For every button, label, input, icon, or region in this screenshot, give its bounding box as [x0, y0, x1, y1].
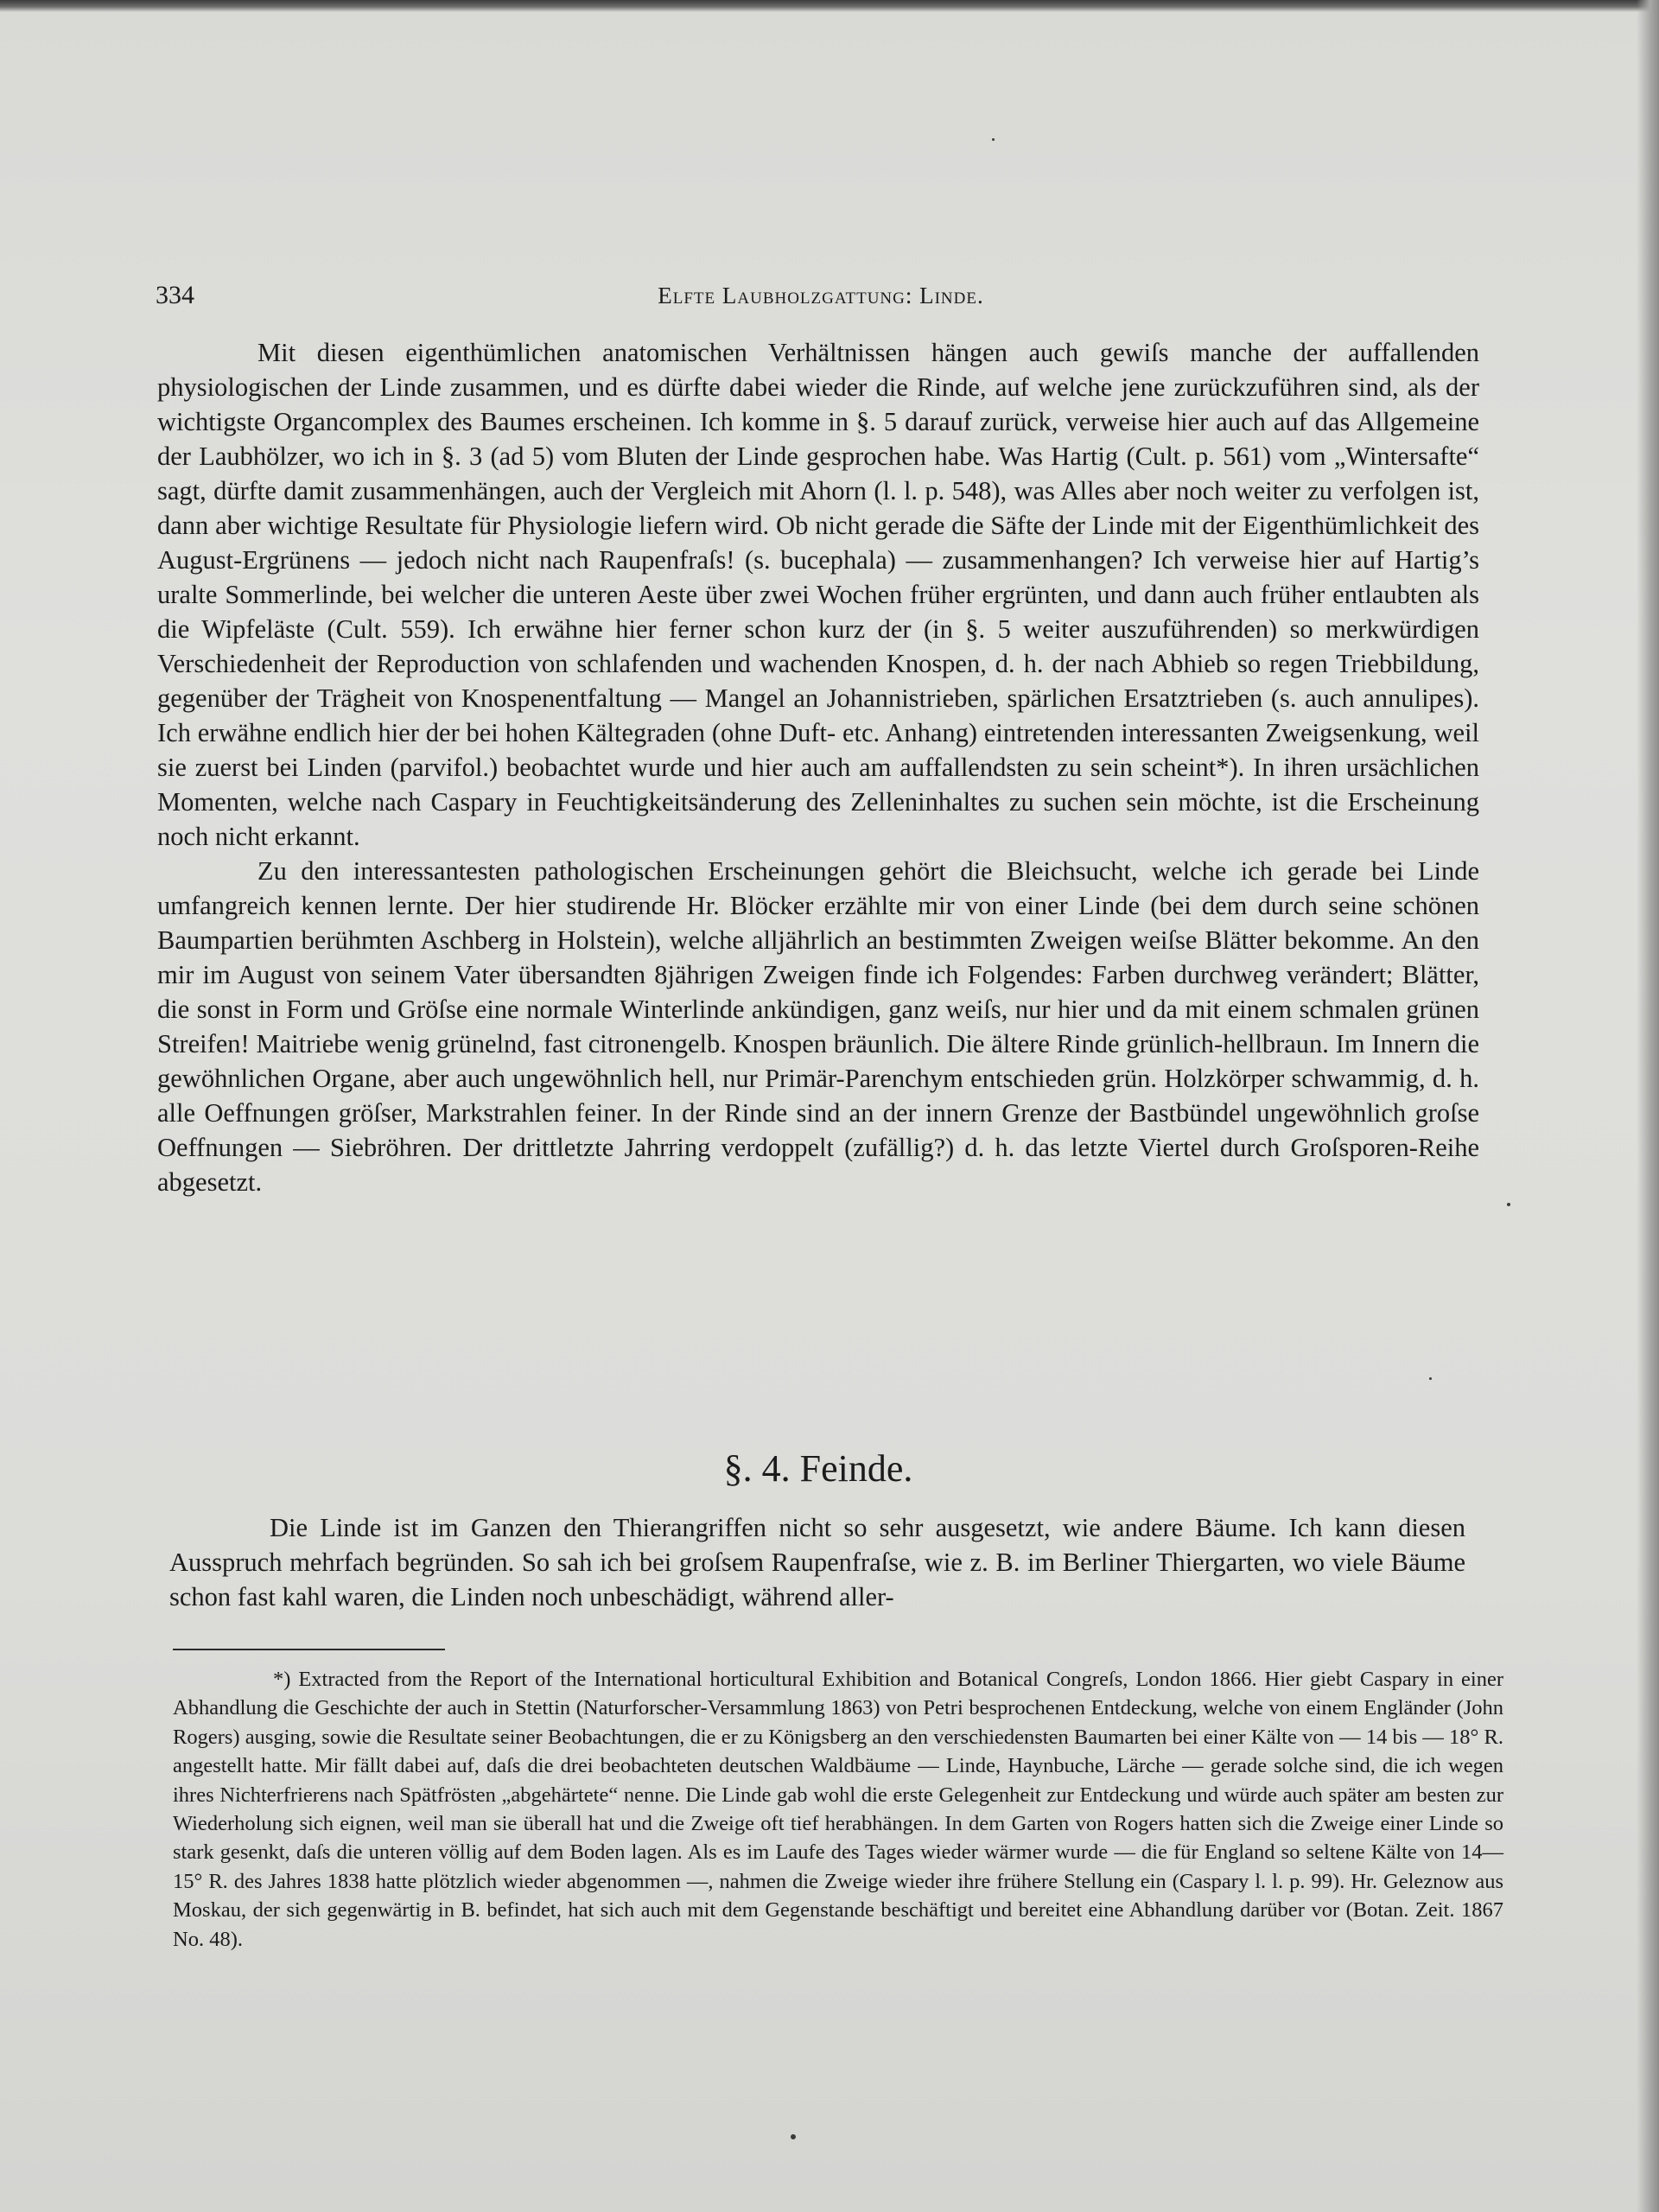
dust-speck: [1507, 1203, 1510, 1206]
page-right-edge: [1637, 0, 1659, 2212]
section-paragraph-1: Die Linde ist im Ganzen den Thierangriffen nicht so sehr ausgesetzt, wie andere Bäume. Ich kann diesen Ausspruch mehrfach begründen. So sah ich bei groſsem Raupenfraſse, wie z. B. im Berliner Thiergarten, wo viele Bäume schon fast kahl waren, die Linden noch unbeschädigt, während aller-: [169, 1513, 1465, 1611]
footnote-rule: [173, 1649, 445, 1650]
running-head: [156, 278, 1486, 313]
body-text: [157, 335, 1479, 1199]
dust-speck: [791, 2134, 796, 2139]
page-number: 334: [156, 281, 194, 309]
footnote: [173, 1665, 1503, 1954]
body-paragraph-1: Mit diesen eigenthümlichen anatomischen Verhältnissen hängen auch gewiſs manche der auffallenden physiologischen der Linde zusammen, und es dürfte dabei wieder die Rinde, auf welche jene zurückzuführen sind, als der wichtigste Organcomplex des Baumes erscheinen. Ich komme in §. 5 darauf zurück, verweise hier auch auf das Allgemeine der Laubhölzer, wo ich in §. 3 (ad 5) vom Bluten der Linde gesprochen habe. Was Hartig (Cult. p. 561) vom „Wintersafte“ sagt, dürfte damit zusammenhängen, auch der Vergleich mit Ahorn (l. l. p. 548), was Alles aber noch weiter zu verfolgen ist, dann aber wichtige Resultate für Physiologie liefern wird. Ob nicht gerade die Säfte der Linde mit der Eigenthümlichkeit des August-Ergrünens — jedoch nicht nach Raupenfraſs! (s. bucephala) — zusammenhangen? Ich verweise hier auf Hartig’s uralte Sommerlinde, bei welcher die unteren Aeste über zwei Wochen früher ergrünten, und dann auch früher entlaubten als die Wipfeläste (Cult. 559). Ich erwähne hier ferner schon kurz der (in §. 5 weiter auszuführenden) so merkwürdigen Verschiedenheit der Reproduction von schlafenden und wachenden Knospen, d. h. der nach Abhieb so regen Triebbildung, gegenüber der Trägheit von Knospenentfaltung — Mangel an Johannistrieben, spärlichen Ersatztrieben (s. auch annulipes). Ich erwähne endlich hier der bei hohen Kältegraden (ohne Duft- etc. Anhang) eintretenden interessanten Zweigsenkung, weil sie zuerst bei Linden (parvifol.) beobachtet wurde und hier auch am auffallendsten zu sein scheint*). In ihren ursächlichen Momenten, welche nach Caspary in Feuchtigkeitsänderung des Zelleninhaltes zu suchen sein möchte, ist die Erscheinung noch nicht erkannt.: [157, 338, 1479, 851]
page-top-edge: [0, 0, 1659, 12]
dust-speck: [992, 138, 995, 141]
dust-speck: [1429, 1377, 1432, 1380]
footnote-text: *) Extracted from the Report of the International horticultural Exhibition and Botanical Congreſs, London 1866. Hier giebt Caspary in einer Abhandlung die Geschichte der auch in Stettin (Naturforscher-Versammlung 1863) von Petri besprochenen Entdeckung, welche von einem Engländer (John Rogers) ausging, sowie die Resultate seiner Beobachtungen, die er zu Königsberg an den verschiedensten Baumarten bei einer Kälte von — 14 bis — 18° R. angestellt hatte. Mir fällt dabei auf, daſs die drei beobachteten deutschen Waldbäume — Linde, Haynbuche, Lärche — gerade solche sind, die ich wegen ihres Nichterfrierens nach Spätfrösten „abgehärtete“ nenne. Die Linde gab wohl die erste Gelegenheit zur Entdeckung und würde auch später am besten zur Wiederholung sich eignen, weil man sie überall hat und die Zweige oft tief herabhängen. In dem Garten von Rogers hatten sich die Zweige einer Linde so stark gesenkt, daſs die unteren völlig auf dem Boden lagen. Als es im Laufe des Tages wieder wärmer wurde — die für England so seltene Kälte von 14—15° R. des Jahres 1838 hatte plötzlich wieder abgenommen —, nahmen die Zweige wieder ihre frühere Stellung ein (Caspary l. l. p. 99). Hr. Geleznow aus Moskau, der sich gegenwärtig in B. befindet, hat sich auch mit dem Gegenstande beschäftigt und bereitet eine Abhandlung darüber vor (Botan. Zeit. 1867 No. 48).: [173, 1668, 1503, 1951]
section-text: [169, 1510, 1465, 1614]
body-paragraph-2: Zu den interessantesten pathologischen Erscheinungen gehört die Bleichsucht, welche ich gerade bei Linde umfangreich kennen lernte. Der hier studirende Hr. Blöcker erzählte mir von einer Linde (bei dem durch seine schönen Baumpartien berühmten Aschberg in Holstein), welche alljährlich an bestimmten Zweigen weiſse Blätter bekomme. An den mir im August von seinem Vater übersandten 8jährigen Zweigen finde ich Folgendes: Farben durchweg verändert; Blätter, die sonst in Form und Gröſse eine normale Winterlinde ankündigen, ganz weiſs, nur hier und da mit einem schmalen grünen Streifen! Maitriebe wenig grünelnd, fast citronengelb. Knospen bräunlich. Die ältere Rinde grünlich-hellbraun. Im Innern die gewöhnlichen Organe, aber auch ungewöhnlich hell, nur Primär-Parenchym entschieden grün. Holzkörper schwammig, d. h. alle Oeffnungen gröſser, Markstrahlen feiner. In der Rinde sind an der innern Grenze der Bastbündel ungewöhnlich groſse Oeffnungen — Siebröhren. Der drittletzte Jahrring verdoppelt (zufällig?) d. h. das letzte Viertel durch Groſsporen-Reihe abgesetzt.: [157, 856, 1479, 1197]
section-heading: §. 4. Feinde.: [723, 1447, 913, 1490]
running-title: Elfte Laubholzgattung: Linde.: [658, 283, 984, 308]
